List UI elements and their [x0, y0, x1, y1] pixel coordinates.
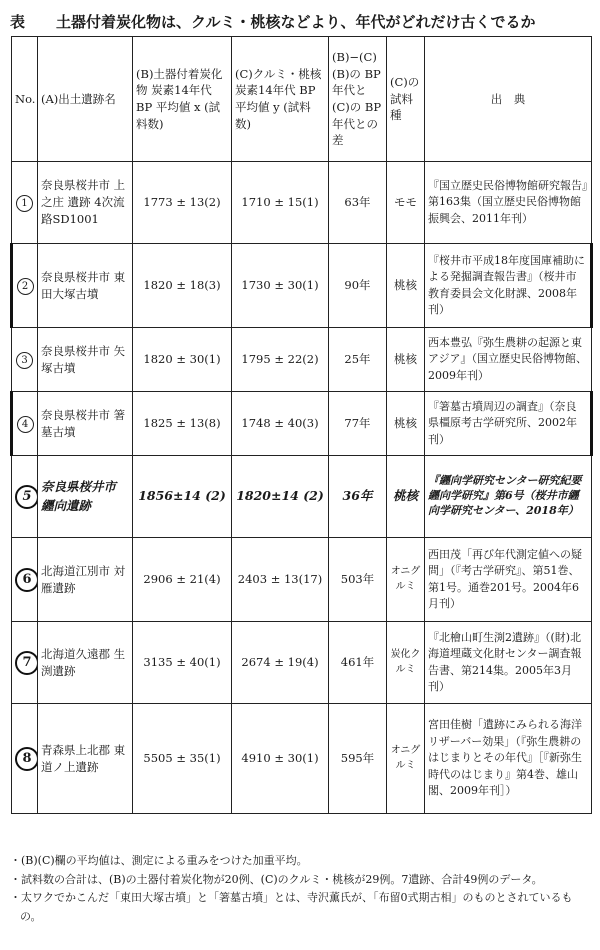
header-row — [12, 37, 592, 162]
diff-value: 461年 — [329, 622, 387, 704]
sample-type: オニグルミ — [387, 704, 425, 814]
row-number: 8 — [12, 704, 38, 814]
b-value: 1773 ± 13(2) — [133, 162, 232, 244]
b-value: 1820 ± 18(3) — [133, 244, 232, 328]
radiocarbon-table — [10, 36, 593, 814]
row-number: 6 — [12, 538, 38, 622]
table-row — [12, 704, 592, 814]
footnotes — [10, 852, 590, 927]
site-name: 奈良県桜井市 纒向遺跡 — [38, 456, 133, 538]
site-name: 奈良県桜井市 上之庄 遺跡 4次流路SD1001 — [38, 162, 133, 244]
site-name: 奈良県桜井市 矢塚古墳 — [38, 328, 133, 392]
c-value: 1710 ± 15(1) — [232, 162, 329, 244]
footnote: ・(B)(C)欄の平均値は、測定による重みをつけた加重平均。 — [10, 854, 308, 867]
c-value: 1730 ± 30(1) — [232, 244, 329, 328]
site-name: 北海道江別市 対 雁遺跡 — [38, 538, 133, 622]
c-value: 1820±14 (2) — [232, 456, 329, 538]
header-diff: (B)−(C) (B)の BP 年代と (C)の BP 年代との差 — [329, 37, 387, 162]
diff-value: 595年 — [329, 704, 387, 814]
diff-value: 503年 — [329, 538, 387, 622]
table-row — [12, 392, 592, 456]
source-citation: 宮田佳樹「遺跡にみられる海洋リザーバー効果」（『弥生農耕のはじまりとその年代』［『新弥生時代のはじまり』第4巻、雄山閣、2009年刊］） — [425, 704, 592, 814]
diff-value: 36年 — [329, 456, 387, 538]
row-number: 2 — [12, 244, 38, 328]
site-name: 青森県上北郡 東道ノ上遺跡 — [38, 704, 133, 814]
header-source: 出 典 — [425, 37, 592, 162]
row-number: 1 — [12, 162, 38, 244]
table-row — [12, 244, 592, 328]
c-value: 1748 ± 40(3) — [232, 392, 329, 456]
caption-label: 表 — [10, 12, 26, 31]
header-b: (B)土器付着炭化物 炭素14年代 BP 平均値 x (試料数) — [133, 37, 232, 162]
table-row — [12, 162, 592, 244]
diff-value: 25年 — [329, 328, 387, 392]
c-value: 2674 ± 19(4) — [232, 622, 329, 704]
source-citation: 『桜井市平成18年度国庫補助による発掘調査報告書』（桜井市教育委員会文化財課、2008年刊） — [425, 244, 592, 328]
row-number: 5 — [12, 456, 38, 538]
row-number: 7 — [12, 622, 38, 704]
header-no: No. — [12, 37, 38, 162]
diff-value: 90年 — [329, 244, 387, 328]
b-value: 5505 ± 35(1) — [133, 704, 232, 814]
b-value: 1820 ± 30(1) — [133, 328, 232, 392]
site-name: 奈良県桜井市 箸墓古墳 — [38, 392, 133, 456]
row-number: 3 — [12, 328, 38, 392]
b-value: 2906 ± 21(4) — [133, 538, 232, 622]
source-citation: 『纒向学研究センター研究紀要 纒向学研究』第6号（桜井市纒向学研究センター、2018年） — [425, 456, 592, 538]
diff-value: 63年 — [329, 162, 387, 244]
source-citation: 西本豊弘『弥生農耕の起源と東アジア』（国立歴史民俗博物館、2009年刊） — [425, 328, 592, 392]
sample-type: 炭化クルミ — [387, 622, 425, 704]
c-value: 4910 ± 30(1) — [232, 704, 329, 814]
sample-type: 桃核 — [387, 328, 425, 392]
table-caption — [10, 6, 590, 36]
diff-value: 77年 — [329, 392, 387, 456]
source-citation: 『北檜山町生渕2遺跡』（(財)北海道埋蔵文化財センター調査報告書、第214集。2005年3月刊） — [425, 622, 592, 704]
row-number: 4 — [12, 392, 38, 456]
site-name: 奈良県桜井市 東田大塚古墳 — [38, 244, 133, 328]
c-value: 2403 ± 13(17) — [232, 538, 329, 622]
sample-type: モモ — [387, 162, 425, 244]
footnote: ・太ワクでかこんだ「東田大塚古墳」と「箸墓古墳」とは、寺沢薫氏が、「布留0式期古相」のものとされているもの。 — [10, 891, 573, 924]
sample-type: 桃核 — [387, 456, 425, 538]
site-name: 北海道久遠郡 生渕遺跡 — [38, 622, 133, 704]
footnote: ・試料数の合計は、(B)の土器付着炭化物が20例、(C)のクルミ・桃核が29例。7遺跡、合計49例のデータ。 — [10, 872, 543, 886]
table-row — [12, 622, 592, 704]
sample-type: オニグルミ — [387, 538, 425, 622]
b-value: 1856±14 (2) — [133, 456, 232, 538]
c-value: 1795 ± 22(2) — [232, 328, 329, 392]
b-value: 1825 ± 13(8) — [133, 392, 232, 456]
table-row — [12, 538, 592, 622]
header-site: (A)出土遺跡名 — [38, 37, 133, 162]
header-c: (C)クルミ・桃核 炭素14年代 BP 平均値 y (試料数) — [232, 37, 329, 162]
sample-type: 桃核 — [387, 244, 425, 328]
source-citation: 『箸墓古墳周辺の調査』（奈良県橿原考古学研究所、2002年刊） — [425, 392, 592, 456]
b-value: 3135 ± 40(1) — [133, 622, 232, 704]
sample-type: 桃核 — [387, 392, 425, 456]
table-row-handwritten — [12, 456, 592, 538]
header-type: (C)の 試料 種 — [387, 37, 425, 162]
source-citation: 『国立歴史民俗博物館研究報告』第163集（国立歴史民俗博物館振興会、2011年刊） — [425, 162, 592, 244]
source-citation: 西田茂「再び年代測定値への疑問」（『考古学研究』、第51巻、第1号。通巻201号。2004年6月刊） — [425, 538, 592, 622]
page-title: 土器付着炭化物は、クルミ・桃核などより、年代がどれだけ古くでるか — [56, 12, 536, 31]
table-row — [12, 328, 592, 392]
